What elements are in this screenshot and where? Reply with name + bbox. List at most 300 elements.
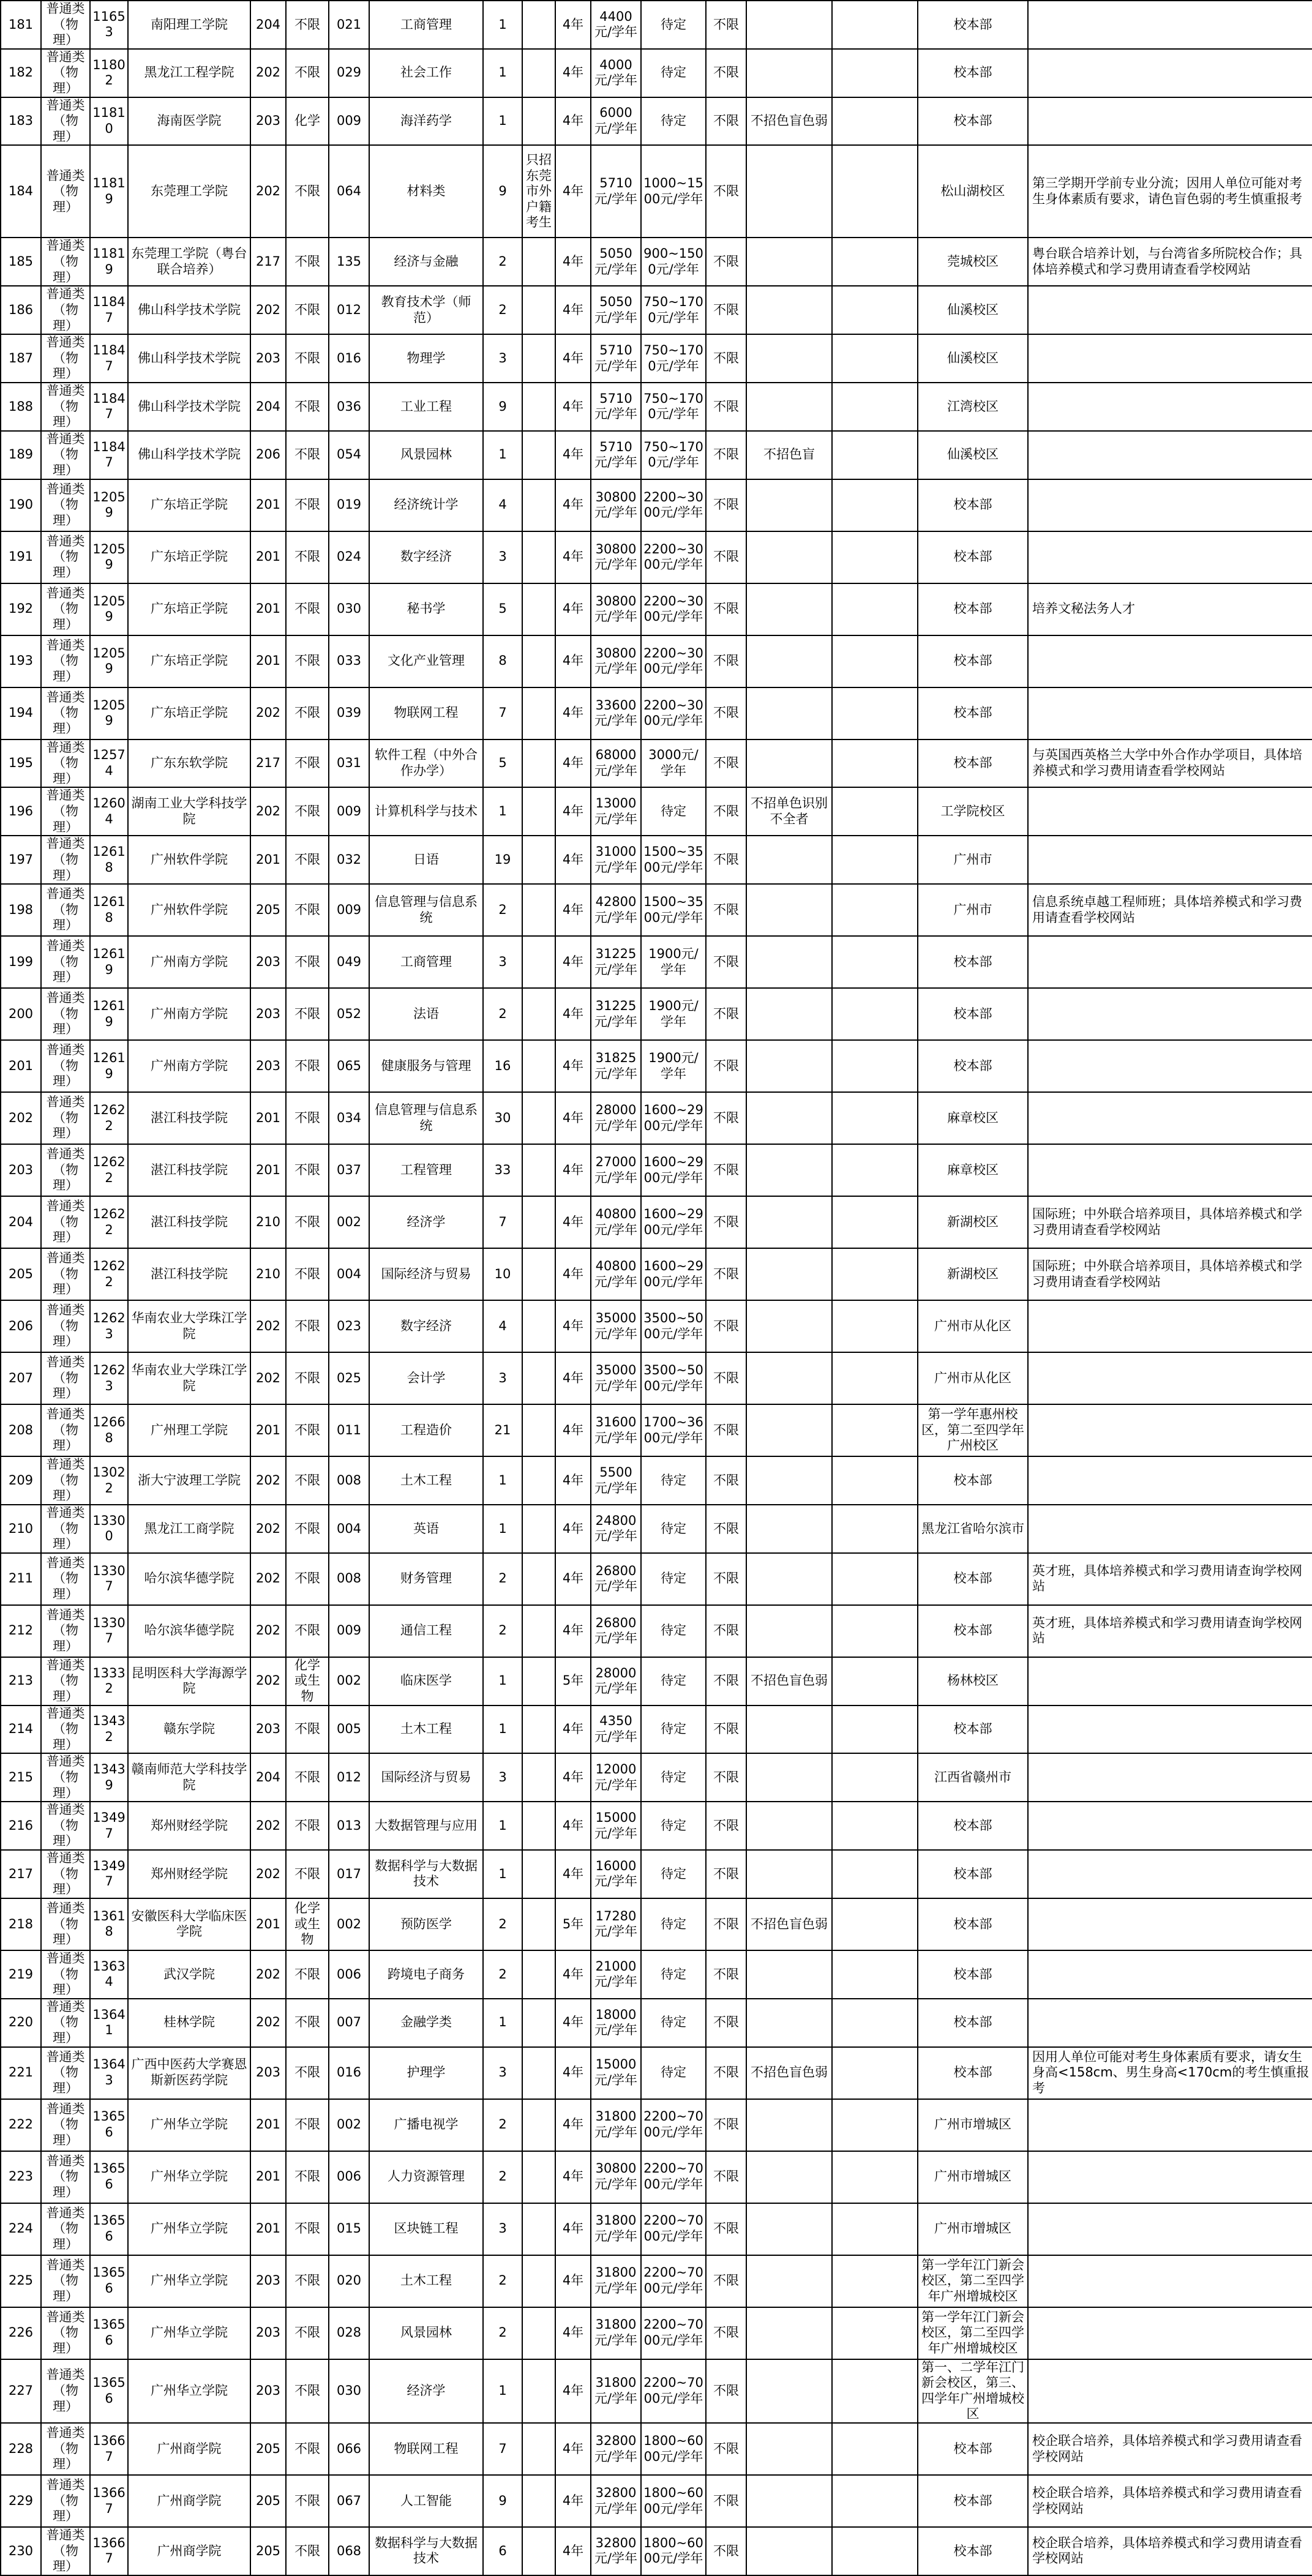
row-index-cell: 191 xyxy=(1,531,41,583)
table-row xyxy=(1,383,1312,431)
dorm-fee-cell: 待定 xyxy=(641,2047,706,2099)
group-code-cell: 204 xyxy=(250,383,286,431)
row-index-cell: 183 xyxy=(1,97,41,146)
subject-requirement-cell: 不限 xyxy=(286,687,329,739)
other-requirement-cell xyxy=(832,479,918,531)
major-code-cell: 002 xyxy=(329,1657,369,1705)
language-cell: 不限 xyxy=(706,2255,746,2307)
dorm-fee-cell: 2200~7000元/学年 xyxy=(641,2307,706,2359)
row-index-cell: 214 xyxy=(1,1705,41,1754)
enrollment-restriction-cell xyxy=(522,936,555,988)
school-code-cell: 12059 xyxy=(90,635,128,687)
major-name-cell: 工程造价 xyxy=(369,1404,483,1456)
language-cell: 不限 xyxy=(706,1300,746,1352)
table-row xyxy=(1,1605,1312,1657)
campus-cell: 校本部 xyxy=(918,479,1028,531)
language-cell: 不限 xyxy=(706,1248,746,1300)
subject-requirement-cell: 不限 xyxy=(286,1456,329,1505)
tuition-cell: 31800元/学年 xyxy=(591,2307,641,2359)
other-requirement-cell xyxy=(832,1657,918,1705)
language-cell: 不限 xyxy=(706,1456,746,1505)
category-cell: 普通类（物理） xyxy=(41,1505,90,1553)
row-index-cell: 224 xyxy=(1,2203,41,2255)
table-row xyxy=(1,739,1312,788)
row-index-cell: 182 xyxy=(1,49,41,97)
dorm-fee-cell: 待定 xyxy=(641,1657,706,1705)
group-code-cell: 201 xyxy=(250,2151,286,2203)
language-cell: 不限 xyxy=(706,2475,746,2527)
school-name-cell: 黑龙江工程学院 xyxy=(128,49,250,97)
row-index-cell: 197 xyxy=(1,836,41,884)
enrollment-restriction-cell xyxy=(522,635,555,687)
row-index-cell: 203 xyxy=(1,1144,41,1196)
other-requirement-cell xyxy=(832,2527,918,2575)
health-requirement-cell xyxy=(746,739,832,788)
group-code-cell: 201 xyxy=(250,2099,286,2151)
other-requirement-cell xyxy=(832,988,918,1040)
subject-requirement-cell: 不限 xyxy=(286,1505,329,1553)
plan-count-cell: 2 xyxy=(483,2099,522,2151)
enrollment-restriction-cell xyxy=(522,1898,555,1950)
major-code-cell: 013 xyxy=(329,1802,369,1850)
category-cell: 普通类（物理） xyxy=(41,2151,90,2203)
health-requirement-cell: 不招色盲色弱 xyxy=(746,2047,832,2099)
dorm-fee-cell: 待定 xyxy=(641,97,706,146)
row-index-cell: 181 xyxy=(1,1,41,49)
campus-cell: 广州市 xyxy=(918,836,1028,884)
major-code-cell: 030 xyxy=(329,583,369,635)
school-code-cell: 11653 xyxy=(90,1,128,49)
enrollment-restriction-cell xyxy=(522,431,555,479)
campus-cell: 第一学年江门新会校区，第二至四学年广州增城校区 xyxy=(918,2255,1028,2307)
enrollment-restriction-cell xyxy=(522,836,555,884)
major-code-cell: 012 xyxy=(329,286,369,334)
other-requirement-cell xyxy=(832,2475,918,2527)
subject-requirement-cell: 不限 xyxy=(286,1196,329,1248)
table-row xyxy=(1,2423,1312,2475)
major-name-cell: 大数据管理与应用 xyxy=(369,1802,483,1850)
campus-cell: 校本部 xyxy=(918,1999,1028,2047)
enrollment-restriction-cell xyxy=(522,49,555,97)
row-index-cell: 221 xyxy=(1,2047,41,2099)
plan-count-cell: 21 xyxy=(483,1404,522,1456)
language-cell: 不限 xyxy=(706,1657,746,1705)
health-requirement-cell xyxy=(746,1456,832,1505)
major-code-cell: 011 xyxy=(329,1404,369,1456)
school-name-cell: 广州华立学院 xyxy=(128,2255,250,2307)
group-code-cell: 217 xyxy=(250,739,286,788)
subject-requirement-cell: 不限 xyxy=(286,739,329,788)
category-cell: 普通类（物理） xyxy=(41,1196,90,1248)
language-cell: 不限 xyxy=(706,936,746,988)
school-code-cell: 12604 xyxy=(90,787,128,836)
duration-cell: 4年 xyxy=(555,1505,591,1553)
tuition-cell: 31225元/学年 xyxy=(591,936,641,988)
tuition-cell: 30800元/学年 xyxy=(591,635,641,687)
table-row xyxy=(1,1505,1312,1553)
major-name-cell: 人工智能 xyxy=(369,2475,483,2527)
tuition-cell: 28000元/学年 xyxy=(591,1092,641,1144)
tuition-cell: 32800元/学年 xyxy=(591,2527,641,2575)
table-row xyxy=(1,1999,1312,2047)
group-code-cell: 203 xyxy=(250,2255,286,2307)
tuition-cell: 31800元/学年 xyxy=(591,2099,641,2151)
school-name-cell: 湛江科技学院 xyxy=(128,1196,250,1248)
category-cell: 普通类（物理） xyxy=(41,1705,90,1754)
language-cell: 不限 xyxy=(706,431,746,479)
duration-cell: 4年 xyxy=(555,884,591,936)
other-requirement-cell xyxy=(832,1850,918,1898)
major-code-cell: 037 xyxy=(329,1144,369,1196)
row-index-cell: 204 xyxy=(1,1196,41,1248)
note-cell xyxy=(1028,2255,1312,2307)
school-code-cell: 12059 xyxy=(90,583,128,635)
health-requirement-cell xyxy=(746,1352,832,1404)
table-row xyxy=(1,2255,1312,2307)
health-requirement-cell xyxy=(746,1950,832,1999)
row-index-cell: 215 xyxy=(1,1753,41,1802)
table-row xyxy=(1,2359,1312,2423)
duration-cell: 4年 xyxy=(555,2203,591,2255)
tuition-cell: 4350元/学年 xyxy=(591,1705,641,1754)
table-row xyxy=(1,1040,1312,1092)
school-code-cell: 13307 xyxy=(90,1605,128,1657)
school-name-cell: 广东东软学院 xyxy=(128,739,250,788)
language-cell: 不限 xyxy=(706,583,746,635)
category-cell: 普通类（物理） xyxy=(41,583,90,635)
table-row xyxy=(1,2151,1312,2203)
table-row xyxy=(1,145,1312,238)
subject-requirement-cell: 不限 xyxy=(286,1248,329,1300)
table-row xyxy=(1,2307,1312,2359)
campus-cell: 第一学年江门新会校区，第二至四学年广州增城校区 xyxy=(918,2307,1028,2359)
row-index-cell: 199 xyxy=(1,936,41,988)
group-code-cell: 202 xyxy=(250,1850,286,1898)
category-cell: 普通类（物理） xyxy=(41,431,90,479)
dorm-fee-cell: 2200~7000元/学年 xyxy=(641,2255,706,2307)
subject-requirement-cell: 不限 xyxy=(286,2099,329,2151)
campus-cell: 校本部 xyxy=(918,2527,1028,2575)
duration-cell: 4年 xyxy=(555,2099,591,2151)
campus-cell: 工学院校区 xyxy=(918,787,1028,836)
other-requirement-cell xyxy=(832,286,918,334)
plan-count-cell: 9 xyxy=(483,2475,522,2527)
language-cell: 不限 xyxy=(706,2203,746,2255)
subject-requirement-cell: 不限 xyxy=(286,2151,329,2203)
plan-count-cell: 1 xyxy=(483,1802,522,1850)
major-code-cell: 036 xyxy=(329,383,369,431)
duration-cell: 4年 xyxy=(555,2423,591,2475)
school-code-cell: 12622 xyxy=(90,1092,128,1144)
health-requirement-cell: 不招单色识别不全者 xyxy=(746,787,832,836)
plan-count-cell: 1 xyxy=(483,1,522,49)
health-requirement-cell xyxy=(746,1144,832,1196)
school-name-cell: 广州华立学院 xyxy=(128,2151,250,2203)
row-index-cell: 192 xyxy=(1,583,41,635)
language-cell: 不限 xyxy=(706,687,746,739)
row-index-cell: 229 xyxy=(1,2475,41,2527)
table-row xyxy=(1,1456,1312,1505)
subject-requirement-cell: 不限 xyxy=(286,1950,329,1999)
major-name-cell: 海洋药学 xyxy=(369,97,483,146)
enrollment-restriction-cell xyxy=(522,1352,555,1404)
group-code-cell: 203 xyxy=(250,2359,286,2423)
dorm-fee-cell: 1800~6000元/学年 xyxy=(641,2475,706,2527)
tuition-cell: 42800元/学年 xyxy=(591,884,641,936)
tuition-cell: 26800元/学年 xyxy=(591,1553,641,1605)
school-code-cell: 12622 xyxy=(90,1144,128,1196)
tuition-cell: 16000元/学年 xyxy=(591,1850,641,1898)
subject-requirement-cell: 不限 xyxy=(286,49,329,97)
plan-count-cell: 1 xyxy=(483,2359,522,2423)
school-code-cell: 12619 xyxy=(90,988,128,1040)
school-name-cell: 广州华立学院 xyxy=(128,2359,250,2423)
major-name-cell: 土木工程 xyxy=(369,1705,483,1754)
school-name-cell: 桂林学院 xyxy=(128,1999,250,2047)
enrollment-restriction-cell xyxy=(522,1999,555,2047)
health-requirement-cell xyxy=(746,1196,832,1248)
table-row xyxy=(1,334,1312,383)
language-cell: 不限 xyxy=(706,1352,746,1404)
note-cell xyxy=(1028,1,1312,49)
subject-requirement-cell: 不限 xyxy=(286,1040,329,1092)
health-requirement-cell xyxy=(746,2475,832,2527)
campus-cell: 校本部 xyxy=(918,2047,1028,2099)
major-name-cell: 护理学 xyxy=(369,2047,483,2099)
health-requirement-cell xyxy=(746,286,832,334)
school-code-cell: 11819 xyxy=(90,238,128,286)
note-cell: 英才班，具体培养模式和学习费用请查询学校网站 xyxy=(1028,1553,1312,1605)
tuition-cell: 17280元/学年 xyxy=(591,1898,641,1950)
campus-cell: 江西省赣州市 xyxy=(918,1753,1028,1802)
school-code-cell: 11847 xyxy=(90,286,128,334)
tuition-cell: 5710元/学年 xyxy=(591,145,641,238)
major-code-cell: 008 xyxy=(329,1553,369,1605)
note-cell: 第三学期开学前专业分流；因用人单位可能对考生身体素质有要求，请色盲色弱的考生慎重报考 xyxy=(1028,145,1312,238)
dorm-fee-cell: 1900元/学年 xyxy=(641,936,706,988)
school-code-cell: 13656 xyxy=(90,2203,128,2255)
major-code-cell: 009 xyxy=(329,1605,369,1657)
major-name-cell: 国际经济与贸易 xyxy=(369,1753,483,1802)
subject-requirement-cell: 不限 xyxy=(286,2475,329,2527)
row-index-cell: 189 xyxy=(1,431,41,479)
health-requirement-cell xyxy=(746,1999,832,2047)
health-requirement-cell xyxy=(746,1705,832,1754)
language-cell: 不限 xyxy=(706,1040,746,1092)
group-code-cell: 202 xyxy=(250,286,286,334)
duration-cell: 4年 xyxy=(555,1456,591,1505)
major-name-cell: 计算机科学与技术 xyxy=(369,787,483,836)
school-code-cell: 13643 xyxy=(90,2047,128,2099)
category-cell: 普通类（物理） xyxy=(41,1300,90,1352)
plan-count-cell: 4 xyxy=(483,479,522,531)
tuition-cell: 31800元/学年 xyxy=(591,2203,641,2255)
note-cell xyxy=(1028,1300,1312,1352)
major-name-cell: 经济学 xyxy=(369,1196,483,1248)
major-name-cell: 数据科学与大数据技术 xyxy=(369,2527,483,2575)
category-cell: 普通类（物理） xyxy=(41,2423,90,2475)
school-code-cell: 13300 xyxy=(90,1505,128,1553)
subject-requirement-cell: 不限 xyxy=(286,431,329,479)
enrollment-restriction-cell xyxy=(522,531,555,583)
subject-requirement-cell: 不限 xyxy=(286,1300,329,1352)
duration-cell: 4年 xyxy=(555,2307,591,2359)
campus-cell: 校本部 xyxy=(918,687,1028,739)
major-name-cell: 数字经济 xyxy=(369,531,483,583)
subject-requirement-cell: 不限 xyxy=(286,1753,329,1802)
health-requirement-cell: 不招色盲色弱 xyxy=(746,97,832,146)
campus-cell: 麻章校区 xyxy=(918,1144,1028,1196)
row-index-cell: 219 xyxy=(1,1950,41,1999)
subject-requirement-cell: 不限 xyxy=(286,2423,329,2475)
tuition-cell: 35000元/学年 xyxy=(591,1300,641,1352)
table-row xyxy=(1,531,1312,583)
note-cell xyxy=(1028,1092,1312,1144)
dorm-fee-cell: 1600~2900元/学年 xyxy=(641,1196,706,1248)
language-cell: 不限 xyxy=(706,1505,746,1553)
plan-count-cell: 7 xyxy=(483,687,522,739)
language-cell: 不限 xyxy=(706,2151,746,2203)
tuition-cell: 26800元/学年 xyxy=(591,1605,641,1657)
note-cell: 与英国西英格兰大学中外合作办学项目，具体培养模式和学习费用请查看学校网站 xyxy=(1028,739,1312,788)
major-name-cell: 物联网工程 xyxy=(369,687,483,739)
note-cell xyxy=(1028,1404,1312,1456)
language-cell: 不限 xyxy=(706,1705,746,1754)
group-code-cell: 201 xyxy=(250,635,286,687)
major-name-cell: 数字经济 xyxy=(369,1300,483,1352)
category-cell: 普通类（物理） xyxy=(41,479,90,531)
dorm-fee-cell: 2200~3000元/学年 xyxy=(641,479,706,531)
plan-count-cell: 3 xyxy=(483,2203,522,2255)
group-code-cell: 201 xyxy=(250,583,286,635)
health-requirement-cell xyxy=(746,2203,832,2255)
group-code-cell: 202 xyxy=(250,1300,286,1352)
other-requirement-cell xyxy=(832,884,918,936)
school-code-cell: 13022 xyxy=(90,1456,128,1505)
group-code-cell: 205 xyxy=(250,884,286,936)
dorm-fee-cell: 待定 xyxy=(641,1456,706,1505)
major-code-cell: 025 xyxy=(329,1352,369,1404)
major-code-cell: 135 xyxy=(329,238,369,286)
group-code-cell: 206 xyxy=(250,431,286,479)
table-row xyxy=(1,988,1312,1040)
school-name-cell: 湛江科技学院 xyxy=(128,1092,250,1144)
health-requirement-cell xyxy=(746,145,832,238)
enrollment-restriction-cell xyxy=(522,2047,555,2099)
note-cell xyxy=(1028,431,1312,479)
note-cell xyxy=(1028,1802,1312,1850)
language-cell: 不限 xyxy=(706,479,746,531)
health-requirement-cell xyxy=(746,1,832,49)
group-code-cell: 201 xyxy=(250,2203,286,2255)
enrollment-restriction-cell xyxy=(522,787,555,836)
major-name-cell: 土木工程 xyxy=(369,1456,483,1505)
group-code-cell: 210 xyxy=(250,1196,286,1248)
school-code-cell: 12059 xyxy=(90,531,128,583)
health-requirement-cell xyxy=(746,49,832,97)
major-name-cell: 国际经济与贸易 xyxy=(369,1248,483,1300)
school-code-cell: 13641 xyxy=(90,1999,128,2047)
school-code-cell: 13497 xyxy=(90,1802,128,1850)
table-row xyxy=(1,479,1312,531)
table-row xyxy=(1,1196,1312,1248)
major-name-cell: 秘书学 xyxy=(369,583,483,635)
subject-requirement-cell: 不限 xyxy=(286,988,329,1040)
table-row xyxy=(1,1753,1312,1802)
plan-count-cell: 6 xyxy=(483,2527,522,2575)
row-index-cell: 218 xyxy=(1,1898,41,1950)
category-cell: 普通类（物理） xyxy=(41,97,90,146)
major-code-cell: 009 xyxy=(329,787,369,836)
row-index-cell: 186 xyxy=(1,286,41,334)
other-requirement-cell xyxy=(832,334,918,383)
duration-cell: 4年 xyxy=(555,238,591,286)
campus-cell: 广州市增城区 xyxy=(918,2099,1028,2151)
other-requirement-cell xyxy=(832,49,918,97)
campus-cell: 麻章校区 xyxy=(918,1092,1028,1144)
health-requirement-cell xyxy=(746,2151,832,2203)
major-name-cell: 工业工程 xyxy=(369,383,483,431)
subject-requirement-cell: 不限 xyxy=(286,238,329,286)
duration-cell: 4年 xyxy=(555,2359,591,2423)
tuition-cell: 5710元/学年 xyxy=(591,334,641,383)
major-name-cell: 经济学 xyxy=(369,2359,483,2423)
major-code-cell: 033 xyxy=(329,635,369,687)
category-cell: 普通类（物理） xyxy=(41,687,90,739)
note-cell xyxy=(1028,787,1312,836)
plan-count-cell: 2 xyxy=(483,2307,522,2359)
category-cell: 普通类（物理） xyxy=(41,1553,90,1605)
tuition-cell: 5500元/学年 xyxy=(591,1456,641,1505)
tuition-cell: 31000元/学年 xyxy=(591,836,641,884)
school-code-cell: 13634 xyxy=(90,1950,128,1999)
group-code-cell: 202 xyxy=(250,1605,286,1657)
other-requirement-cell xyxy=(832,1248,918,1300)
category-cell: 普通类（物理） xyxy=(41,1950,90,1999)
category-cell: 普通类（物理） xyxy=(41,1248,90,1300)
enrollment-restriction-cell xyxy=(522,1802,555,1850)
enrollment-restriction-cell xyxy=(522,1144,555,1196)
major-name-cell: 跨境电子商务 xyxy=(369,1950,483,1999)
row-index-cell: 217 xyxy=(1,1850,41,1898)
table-row xyxy=(1,635,1312,687)
row-index-cell: 190 xyxy=(1,479,41,531)
group-code-cell: 203 xyxy=(250,2307,286,2359)
language-cell: 不限 xyxy=(706,1802,746,1850)
group-code-cell: 203 xyxy=(250,936,286,988)
campus-cell: 校本部 xyxy=(918,1802,1028,1850)
category-cell: 普通类（物理） xyxy=(41,836,90,884)
campus-cell: 松山湖校区 xyxy=(918,145,1028,238)
note-cell xyxy=(1028,1753,1312,1802)
plan-count-cell: 3 xyxy=(483,1352,522,1404)
plan-count-cell: 10 xyxy=(483,1248,522,1300)
duration-cell: 4年 xyxy=(555,635,591,687)
subject-requirement-cell: 不限 xyxy=(286,936,329,988)
major-code-cell: 009 xyxy=(329,884,369,936)
other-requirement-cell xyxy=(832,787,918,836)
row-index-cell: 222 xyxy=(1,2099,41,2151)
major-name-cell: 日语 xyxy=(369,836,483,884)
category-cell: 普通类（物理） xyxy=(41,1999,90,2047)
plan-count-cell: 8 xyxy=(483,635,522,687)
note-cell xyxy=(1028,531,1312,583)
school-name-cell: 哈尔滨华德学院 xyxy=(128,1605,250,1657)
plan-count-cell: 1 xyxy=(483,1657,522,1705)
campus-cell: 新湖校区 xyxy=(918,1196,1028,1248)
category-cell: 普通类（物理） xyxy=(41,1753,90,1802)
table-row xyxy=(1,1404,1312,1456)
